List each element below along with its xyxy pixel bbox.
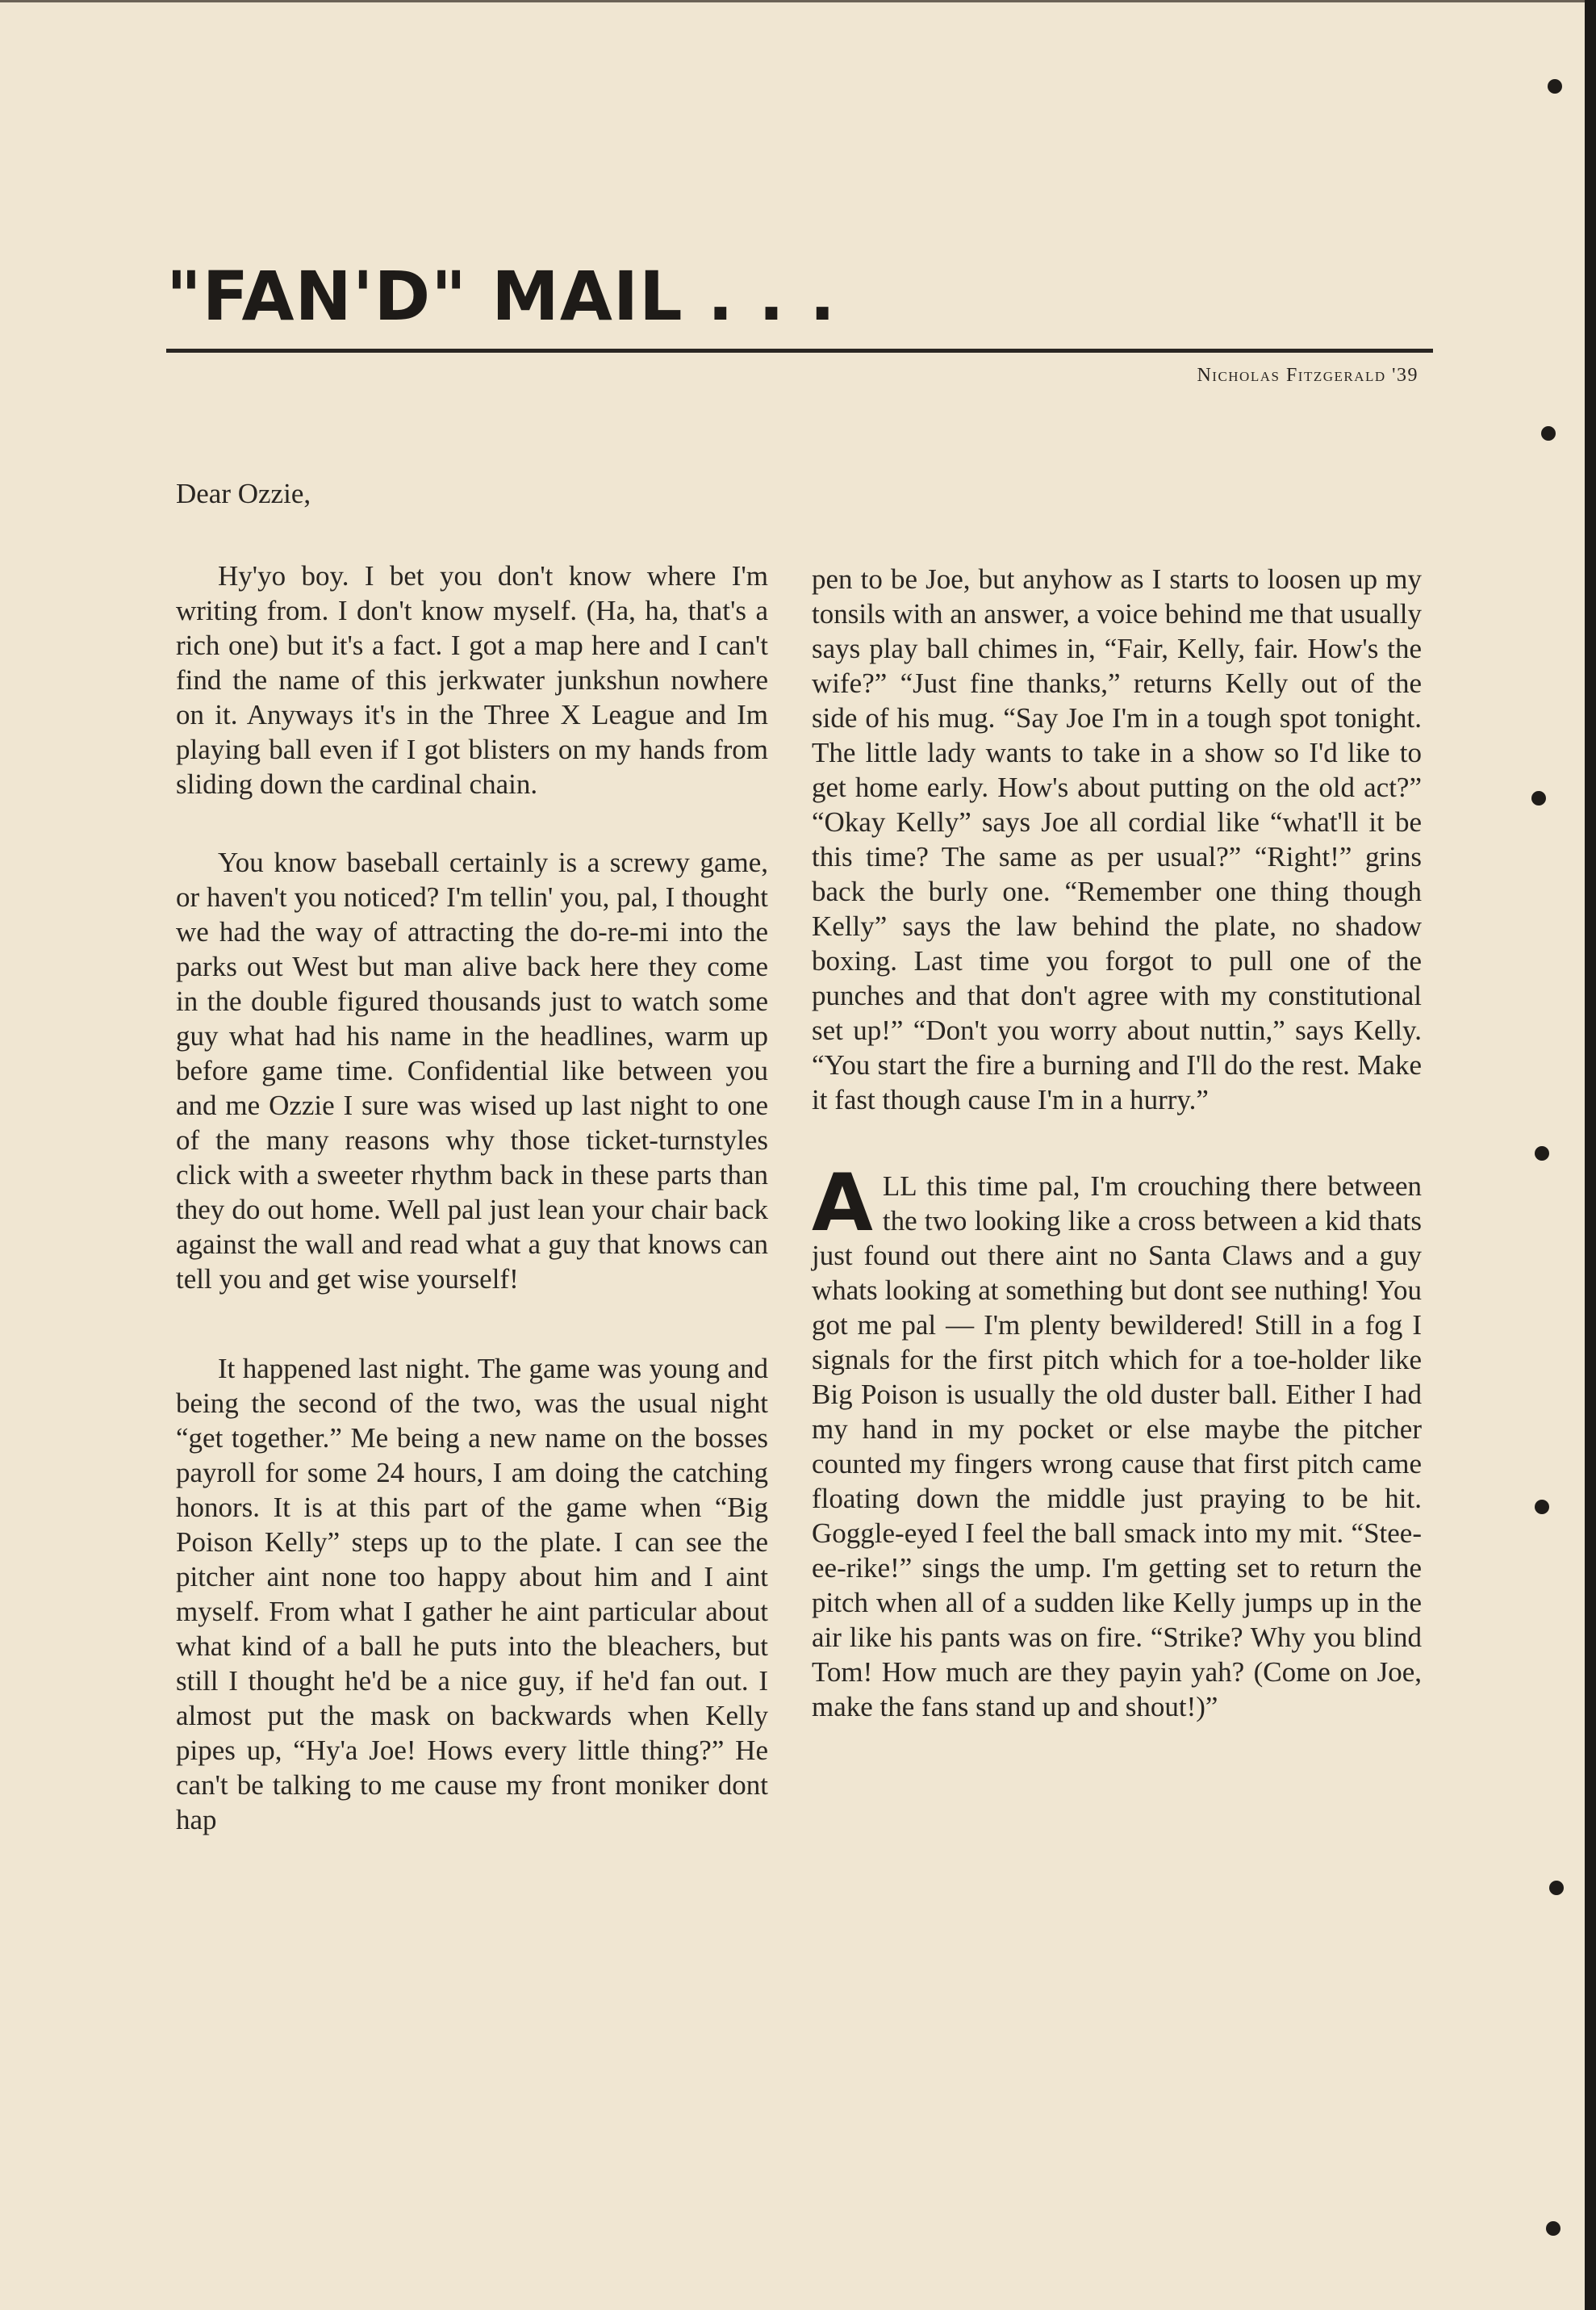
paragraph-text: LL this time pal, I'm crouching there between the two looking like a cross between a kid thats just found out there aint no Santa Claws and a guy whats looking at something but dont see nuthing! You got me pal — I'm plenty bewildered! Still in a fog I signals for the first pitch which for a toe-holder like Big Poison is usually the old duster ball. Either I had my hand in my pocket or else maybe the pitcher counted my fingers wrong cause that first pitch came floating down the middle just praying to be hit. Goggle-eyed I feel the ball smack into my mit. “Stee-ee-rike!” sings the ump. I'm getting set to return the pitch when all of a sudden like Kelly jumps up in the air like his pants was on fire. “Strike? Why you blind Tom! How much are they payin yah? (Come on Joe, make the fans stand up and shout!)” bbox=[812, 1170, 1422, 1722]
paragraph: You know baseball certainly is a screwy game, or haven't you noticed? I'm tellin' you, pal, I thought we had the way of attracting the do-re-mi into the parks out West but man alive back here they come in the double figured thousands just to watch some guy what had his name in the headlines, warm up before game time. Confidential like between you and me Ozzie I sure was wised up last night to one of the many reasons why those ticket-turnstyles click with a sweeter rhythm back in these parts than they do out home. Well pal just lean your chair back against the wall and read what a guy that knows can tell you and get wise yourself! bbox=[176, 847, 768, 1295]
page-top-edge bbox=[0, 0, 1585, 2]
binding-hole bbox=[1546, 2221, 1560, 2236]
binding-hole bbox=[1535, 1146, 1549, 1161]
binding-hole bbox=[1541, 426, 1556, 441]
binding-hole bbox=[1548, 79, 1562, 94]
drop-cap-letter: A bbox=[812, 1157, 873, 1249]
paragraph: It happened last night. The game was young and being the second of the two, was the usual night “get together.” Me being a new name on the bosses payroll for some 24 hours, I am doing the catching honors. It is at this part of the game when “Big Poison Kelly” steps up to the plate. I can see the pitcher aint none too happy about him and I aint myself. From what I gather he aint particular about what kind of a ball he puts into the bleachers, but still I thought he'd be a nice guy, if he'd fan out. I almost put the mask on backwards when Kelly pipes up, “Hy'a Joe! Hows every little thing?” He can't be talking to me cause my front moniker dont hap bbox=[176, 1353, 768, 1835]
binding-hole bbox=[1549, 1881, 1564, 1895]
right-column bbox=[812, 562, 1422, 1724]
article-title: "FAN'D" MAIL . . . bbox=[166, 257, 837, 336]
paragraph-dropcap bbox=[812, 1157, 1422, 1724]
page-right-edge bbox=[1585, 0, 1596, 2310]
binding-hole bbox=[1531, 791, 1546, 806]
title-rule bbox=[166, 349, 1433, 353]
author-byline: Nicholas Fitzgerald '39 bbox=[1197, 365, 1418, 386]
left-column bbox=[176, 559, 768, 1837]
letter-salutation: Dear Ozzie, bbox=[176, 478, 311, 509]
binding-hole bbox=[1535, 1500, 1549, 1514]
paragraph: Hy'yo boy. I bet you don't know where I'm writing from. I don't know myself. (Ha, ha, that's a rich one) but it's a fact. I got a map here and I can't find the name of this jerkwater junkshun nowhere on it. Anyways it's in the Three X League and Im playing ball even if I got blisters on my hands from sliding down the cardinal chain. bbox=[176, 560, 768, 800]
paragraph-continuation: pen to be Joe, but anyhow as I starts to loosen up my tonsils with an answer, a voice behind me that usually says play ball chimes in, “Fair, Kelly, fair. How's the wife?” “Just fine thanks,” returns Kelly out of the side of his mug. “Say Joe I'm in a tough spot tonight. The little lady wants to take in a show so I'd like to get home early. How's about putting on the old act?” “Okay Kelly” says Joe all cordial like “what'll it be this time? The same as per usual?” “Right!” grins back the burly one. “Remember one thing though Kelly” says the law behind the plate, no shadow boxing. Last time you forgot to pull one of the punches and that don't agree with my constitutional set up!” “Don't you worry about nuttin,” says Kelly. “You start the fire a burning and I'll do the rest. Make it fast though cause I'm in a hurry.” bbox=[812, 563, 1422, 1115]
